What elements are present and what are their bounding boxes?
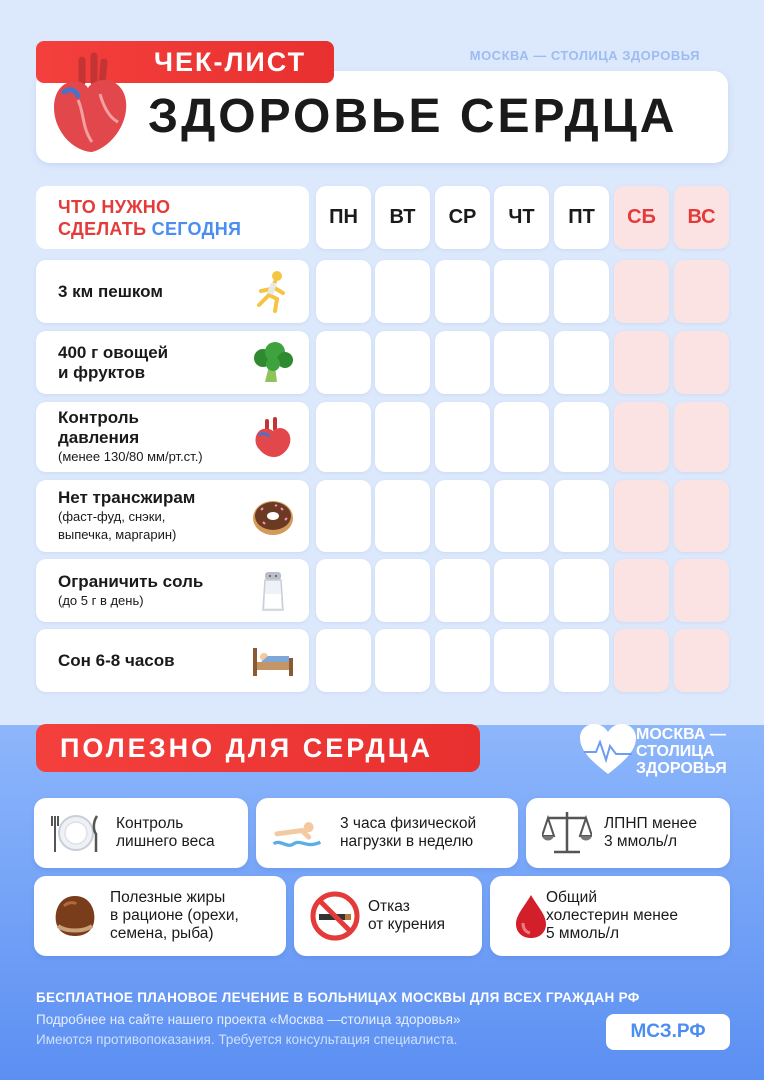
tip-fats-line1: Полезные жиры: [110, 889, 226, 906]
task-main1: Сон 6-8 часов: [58, 651, 175, 670]
moscow-health-logo-text: [636, 726, 727, 777]
check-cell[interactable]: [554, 629, 609, 692]
tip-activity: [256, 798, 518, 868]
check-cell[interactable]: [674, 629, 729, 692]
task-sub2: выпечка, маргарин): [58, 527, 177, 542]
check-cell[interactable]: [494, 260, 549, 323]
logo-line3: ЗДОРОВЬЯ: [636, 760, 727, 777]
day-header-2: СР: [435, 186, 490, 249]
tip-weight-line2: лишнего веса: [116, 833, 215, 850]
useful-title: ПОЛЕЗНО ДЛЯ СЕРДЦА: [36, 724, 480, 772]
day-header-1: ВТ: [375, 186, 430, 249]
check-cell[interactable]: [674, 331, 729, 394]
tip-fats-line3: семена, рыба): [110, 925, 214, 942]
check-cell[interactable]: [554, 331, 609, 394]
tasks-header-line2a: СДЕЛАТЬ: [58, 219, 147, 239]
check-cell[interactable]: [554, 402, 609, 472]
bed-icon: [251, 638, 295, 682]
day-header-5: СБ: [614, 186, 669, 249]
check-cell[interactable]: [435, 559, 490, 622]
check-cell[interactable]: [614, 260, 669, 323]
task-main1: 400 г овощей: [58, 343, 169, 362]
check-cell[interactable]: [614, 402, 669, 472]
check-cell[interactable]: [435, 260, 490, 323]
title-card: [36, 71, 728, 163]
task-sub1: (фаст-фуд, снэки,: [58, 509, 166, 524]
check-cell[interactable]: [375, 402, 430, 472]
task-row-label: [36, 559, 309, 622]
tip-cholesterol-line2: холестерин менее: [546, 907, 679, 924]
check-cell[interactable]: [494, 559, 549, 622]
check-cell[interactable]: [614, 331, 669, 394]
tip-fats-line2: в рационе (орехи,: [110, 907, 239, 924]
task-main2: давления: [58, 428, 140, 447]
check-cell[interactable]: [316, 559, 371, 622]
check-cell[interactable]: [494, 331, 549, 394]
chestnut-icon: [50, 890, 100, 940]
logo-line1: МОСКВА —: [636, 726, 726, 743]
day-header-3: ЧТ: [494, 186, 549, 249]
tagline: МОСКВА — СТОЛИЦА ЗДОРОВЬЯ: [469, 48, 700, 63]
check-cell[interactable]: [614, 480, 669, 552]
salt-shaker-icon: [251, 568, 295, 612]
check-cell[interactable]: [494, 402, 549, 472]
tip-ldl-line1: ЛПНП менее: [604, 815, 698, 832]
task-main1: Ограничить соль: [58, 572, 204, 591]
day-header-0: ПН: [316, 186, 371, 249]
check-cell[interactable]: [316, 260, 371, 323]
check-cell[interactable]: [316, 629, 371, 692]
task-row-label: [36, 331, 309, 394]
check-cell[interactable]: [435, 480, 490, 552]
heart-icon: [251, 415, 295, 459]
task-row-label: [36, 480, 309, 552]
task-sub1: (менее 130/80 мм/рт.ст.): [58, 449, 203, 464]
day-header-4: ПТ: [554, 186, 609, 249]
tip-weight-line1: Контроль: [116, 815, 184, 832]
check-cell[interactable]: [375, 260, 430, 323]
broccoli-icon: [251, 340, 295, 384]
task-main1: 3 км пешком: [58, 282, 163, 301]
task-main1: Контроль: [58, 408, 139, 427]
tasks-header-line1: ЧТО НУЖНО: [58, 197, 171, 217]
task-main2: и фруктов: [58, 363, 146, 382]
scales-icon: [542, 808, 592, 858]
tip-smoking-line1: Отказ: [368, 898, 410, 915]
tip-cholesterol-line1: Общий: [546, 889, 598, 906]
check-cell[interactable]: [554, 559, 609, 622]
check-cell[interactable]: [316, 402, 371, 472]
tasks-header-line2b: СЕГОДНЯ: [151, 219, 242, 239]
task-row-label: [36, 629, 309, 692]
check-cell[interactable]: [435, 331, 490, 394]
check-cell[interactable]: [435, 402, 490, 472]
check-cell[interactable]: [494, 480, 549, 552]
check-cell[interactable]: [375, 559, 430, 622]
checklist-badge: ЧЕК-ЛИСТ: [36, 41, 334, 83]
site-link-button[interactable]: МСЗ.РФ: [606, 1014, 730, 1050]
day-header-6: ВС: [674, 186, 729, 249]
task-main1: Нет трансжирам: [58, 488, 196, 507]
footer-more-info: Подробнее на сайте нашего проекта «Москва —столица здоровья»: [36, 1012, 461, 1027]
check-cell[interactable]: [554, 480, 609, 552]
check-cell[interactable]: [375, 331, 430, 394]
tip-cholesterol: [490, 876, 730, 956]
anatomical-heart-icon: [48, 52, 130, 156]
check-cell[interactable]: [494, 629, 549, 692]
tip-cholesterol-line3: 5 ммоль/л: [546, 925, 619, 942]
check-cell[interactable]: [316, 480, 371, 552]
footer-disclaimer: Имеются противопоказания. Требуется консультация специалиста.: [36, 1032, 458, 1047]
no-smoking-icon: [310, 891, 360, 941]
tip-ldl: [526, 798, 730, 868]
task-row-label: [36, 260, 309, 323]
tip-fats: [34, 876, 286, 956]
tip-activity-line1: 3 часа физической: [340, 815, 477, 832]
check-cell[interactable]: [554, 260, 609, 323]
tasks-column-header: [36, 186, 309, 249]
check-cell[interactable]: [674, 480, 729, 552]
check-cell[interactable]: [375, 480, 430, 552]
tip-activity-line2: нагрузки в неделю: [340, 833, 474, 850]
check-cell[interactable]: [435, 629, 490, 692]
check-cell[interactable]: [614, 559, 669, 622]
footer-free-treatment: БЕСПЛАТНОЕ ПЛАНОВОЕ ЛЕЧЕНИЕ В БОЛЬНИЦАХ МОСКВЫ ДЛЯ ВСЕХ ГРАЖДАН РФ: [36, 990, 640, 1005]
tip-smoking: [294, 876, 482, 956]
swimmer-icon: [272, 808, 322, 858]
tip-smoking-line2: от курения: [368, 916, 446, 933]
check-cell[interactable]: [614, 629, 669, 692]
donut-icon: [251, 494, 295, 538]
runner-icon: [251, 269, 295, 313]
plate-icon: [50, 808, 100, 858]
check-cell[interactable]: [375, 629, 430, 692]
tip-weight: [34, 798, 248, 868]
page-title: ЗДОРОВЬЕ СЕРДЦА: [148, 90, 678, 143]
task-row-label: [36, 402, 309, 472]
logo-line2: СТОЛИЦА: [636, 743, 715, 760]
check-cell[interactable]: [316, 331, 371, 394]
check-cell[interactable]: [674, 260, 729, 323]
check-cell[interactable]: [674, 559, 729, 622]
check-cell[interactable]: [674, 402, 729, 472]
task-sub1: (до 5 г в день): [58, 593, 144, 608]
tip-ldl-line2: 3 ммоль/л: [604, 833, 677, 850]
